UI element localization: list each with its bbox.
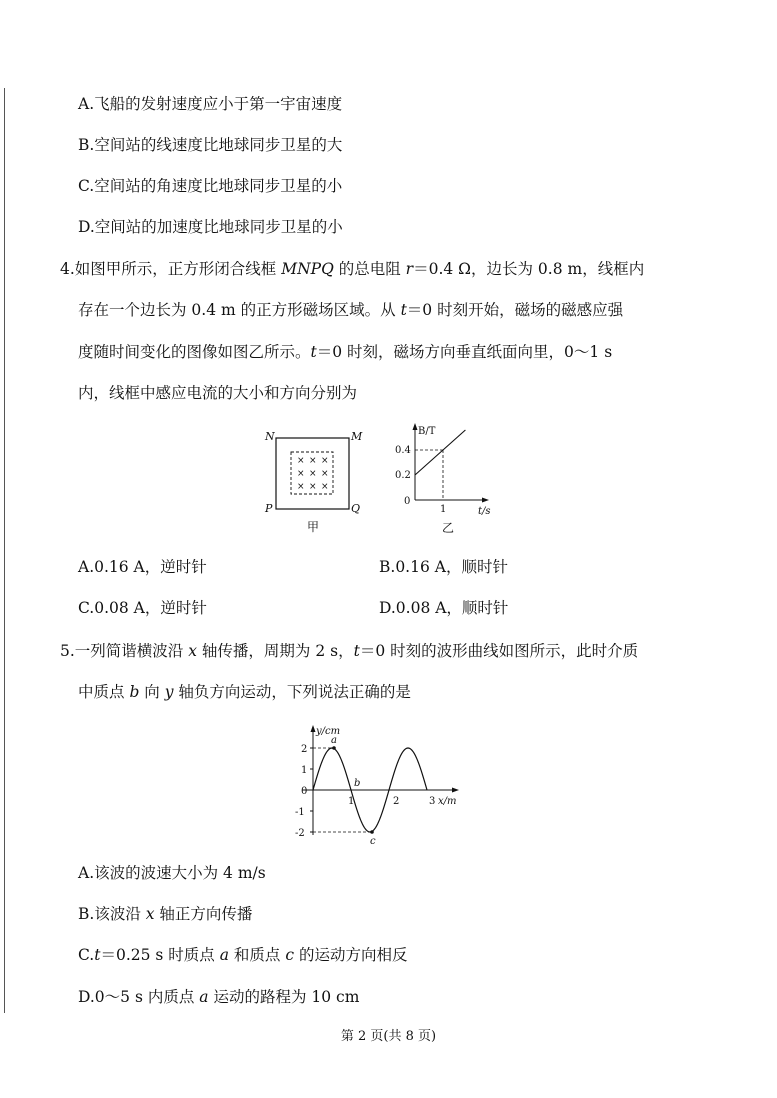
field-cross: × <box>309 469 317 479</box>
x-axis-label: x/m <box>438 796 457 807</box>
x-tick-2: 2 <box>393 796 400 807</box>
label-p: P <box>265 502 273 515</box>
q4-option-c: C.0.08 A，逆时针 <box>78 599 207 617</box>
t-axis-label: t/s <box>478 506 491 517</box>
figure-wave <box>288 720 478 845</box>
caption-jia: 甲 <box>307 520 320 534</box>
y-tick-0.2: 0.2 <box>395 470 411 481</box>
q4-option-d: D.0.08 A，顺时针 <box>379 599 509 617</box>
y-axis-arrow <box>311 725 316 732</box>
margin-line <box>4 88 5 1013</box>
label-q: Q <box>351 502 361 515</box>
y-tick-m2: -2 <box>295 828 305 839</box>
label-m: M <box>351 430 363 443</box>
q5-option-d: D.0～5 s 内质点 a 运动的路程为 10 cm <box>78 988 360 1006</box>
point-c-dot <box>370 830 374 834</box>
x-tick-1: 1 <box>440 504 447 515</box>
q4-stem-line4: 内，线框中感应电流的大小和方向分别为 <box>78 384 358 402</box>
q3-option-a: A.飞船的发射速度应小于第一宇宙速度 <box>78 95 343 113</box>
q3-option-b: B.空间站的线速度比地球同步卫星的大 <box>78 136 343 154</box>
field-cross: × <box>297 482 305 492</box>
q5-stem-line2: 中质点 b 向 y 轴负方向运动，下列说法正确的是 <box>78 683 411 701</box>
point-c-label: c <box>370 836 376 845</box>
q5-option-b: B.该波沿 x 轴正方向传播 <box>78 905 253 923</box>
y-tick-0: 0 <box>301 786 308 797</box>
y-tick-m1: -1 <box>295 807 305 818</box>
q5-stem-line1: 5.一列简谐横波沿 x 轴传播，周期为 2 s，t＝0 时刻的波形曲线如图所示，此时介质 <box>60 642 639 660</box>
y-tick-2: 2 <box>301 744 308 755</box>
x-tick-3: 3 <box>429 796 436 807</box>
y-tick-0.4: 0.4 <box>395 445 411 456</box>
y-axis-label: y/cm <box>316 726 341 737</box>
caption-yi: 乙 <box>442 521 455 535</box>
field-cross: × <box>309 456 317 466</box>
origin-label: 0 <box>404 496 411 507</box>
field-cross: × <box>321 482 329 492</box>
b-axis-label: B/T <box>418 426 436 437</box>
q3-option-c: C.空间站的角速度比地球同步卫星的小 <box>78 177 343 195</box>
q4-option-b: B.0.16 A，顺时针 <box>379 558 508 576</box>
q5-option-a: A.该波的波速大小为 4 m/s <box>78 864 266 882</box>
x-tick-1: 1 <box>348 796 355 807</box>
q4-stem-line2: 存在一个边长为 0.4 m 的正方形磁场区域。从 t＝0 时刻开始，磁场的磁感应强 <box>78 301 624 319</box>
point-b-label: b <box>354 778 361 789</box>
field-cross: × <box>297 469 305 479</box>
point-a-dot <box>332 746 336 750</box>
figure-jia <box>262 428 372 538</box>
q4-stem-line1: 4.如图甲所示，正方形闭合线框 MNPQ 的总电阻 r＝0.4 Ω，边长为 0.8 m，线框内 <box>60 260 645 278</box>
y-tick-1: 1 <box>301 765 308 776</box>
q4-option-a: A.0.16 A，逆时针 <box>78 558 207 576</box>
figure-yi <box>392 420 502 540</box>
x-axis-arrow <box>452 788 459 793</box>
t-axis-arrow <box>482 498 489 503</box>
b-axis-arrow <box>413 423 418 430</box>
q3-option-d: D.空间站的加速度比地球同步卫星的小 <box>78 218 343 236</box>
q4-stem-line3: 度随时间变化的图像如图乙所示。t＝0 时刻，磁场方向垂直纸面向里，0～1 s <box>78 343 613 361</box>
point-a-label: a <box>331 735 337 746</box>
page-footer: 第 2 页(共 8 页) <box>340 1029 437 1044</box>
q5-option-c: C.t＝0.25 s 时质点 a 和质点 c 的运动方向相反 <box>78 946 408 964</box>
field-cross: × <box>297 456 305 466</box>
field-cross: × <box>321 469 329 479</box>
field-cross: × <box>309 482 317 492</box>
label-n: N <box>265 430 275 443</box>
field-cross: × <box>321 456 329 466</box>
